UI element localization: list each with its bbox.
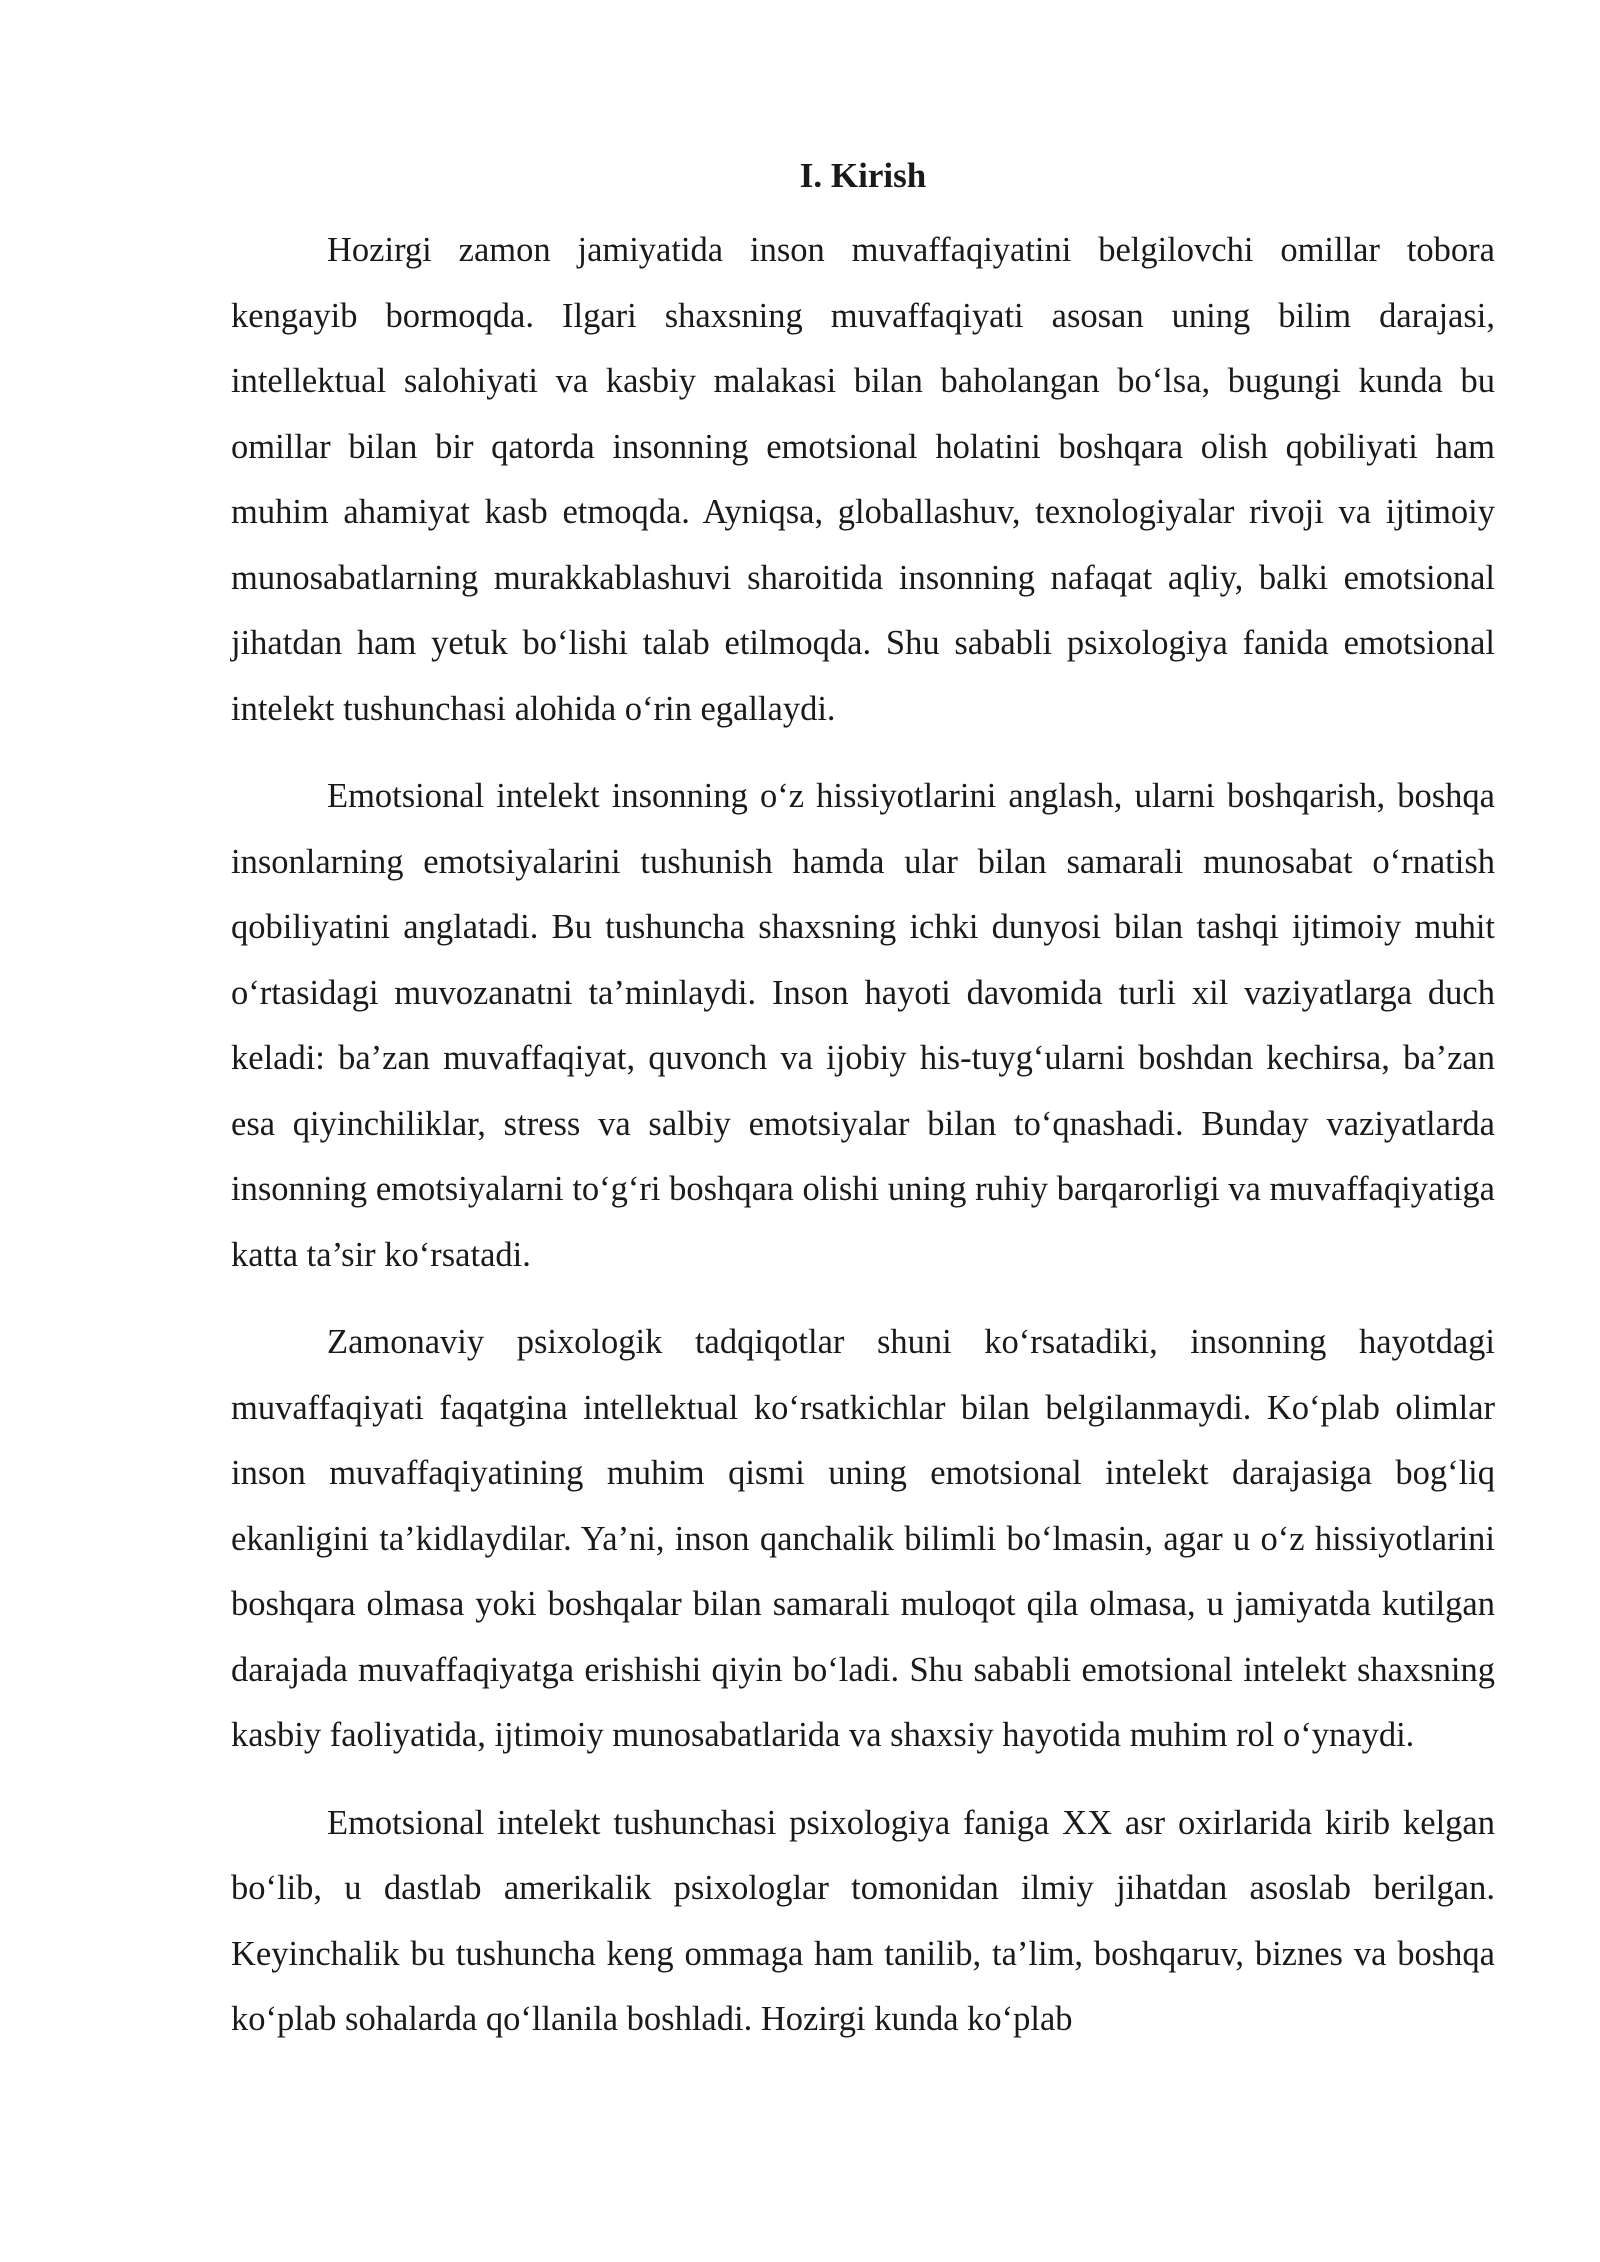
- body-paragraph-4: Emotsional intelekt tushunchasi psixologiya faniga XX asr oxirlarida kirib kelgan bo‘lib, u dastlab amerikalik psixologlar tomonidan ilmiy jihatdan asoslab berilgan. Keyinchalik bu tushuncha keng ommaga ham tanilib, ta’lim, boshqaruv, biznes va boshqa ko‘plab sohalarda qo‘llanila boshladi. Hozirgi kunda ko‘plab: [231, 1803, 1495, 2038]
- document-body: [231, 150, 1495, 2075]
- body-paragraph-2: Emotsional intelekt insonning o‘z hissiyotlarini anglash, ularni boshqarish, boshqa insonlarning emotsiyalarini tushunish hamda ular bilan samarali munosabat o‘rnatish qobiliyatini anglatadi. Bu tushuncha shaxsning ichki dunyosi bilan tashqi ijtimoiy muhit o‘rtasidagi muvozanatni ta’minlaydi. Inson hayoti davomida turli xil vaziyatlarga duch keladi: ba’zan muvaffaqiyat, quvonch va ijobiy his-tuyg‘ularni boshdan kechirsa, ba’zan esa qiyinchiliklar, stress va salbiy emotsiyalar bilan to‘qnashadi. Bunday vaziyatlarda insonning emotsiyalarni to‘g‘ri boshqara olishi uning ruhiy barqarorligi va muvaffaqiyatiga katta ta’sir ko‘rsatadi.: [231, 777, 1495, 1274]
- body-paragraph-1: Hozirgi zamon jamiyatida inson muvaffaqiyatini belgilovchi omillar tobora kengayib bormoqda. Ilgari shaxsning muvaffaqiyati asosan uning bilim darajasi, intellektual salohiyati va kasbiy malakasi bilan baholangan bo‘lsa, bugungi kunda bu omillar bilan bir qatorda insonning emotsional holatini boshqara olish qobiliyati ham muhim ahamiyat kasb etmoqda. Ayniqsa, globallashuv, texnologiyalar rivoji va ijtimoiy munosabatlarning murakkablashuvi sharoitida insonning nafaqat aqliy, balki emotsional jihatdan ham yetuk bo‘lishi talab etilmoqda. Shu sababli psixologiya fanida emotsional intelekt tushunchasi alohida o‘rin egallaydi.: [231, 231, 1495, 728]
- body-paragraph-3: Zamonaviy psixologik tadqiqotlar shuni ko‘rsatadiki, insonning hayotdagi muvaffaqiyati faqatgina intellektual ko‘rsatkichlar bilan belgilanmaydi. Ko‘plab olimlar inson muvaffaqiyatining muhim qismi uning emotsional intelekt darajasiga bog‘liq ekanligini ta’kidlaydilar. Ya’ni, inson qanchalik bilimli bo‘lmasin, agar u o‘z hissiyotlarini boshqara olmasa yoki boshqalar bilan samarali muloqot qila olmasa, u jamiyatda kutilgan darajada muvaffaqiyatga erishishi qiyin bo‘ladi. Shu sababli emotsional intelekt shaxsning kasbiy faoliyatida, ijtimoiy munosabatlarida va shaxsiy hayotida muhim rol o‘ynaydi.: [231, 1323, 1495, 1754]
- section-heading: I. Kirish: [799, 156, 927, 195]
